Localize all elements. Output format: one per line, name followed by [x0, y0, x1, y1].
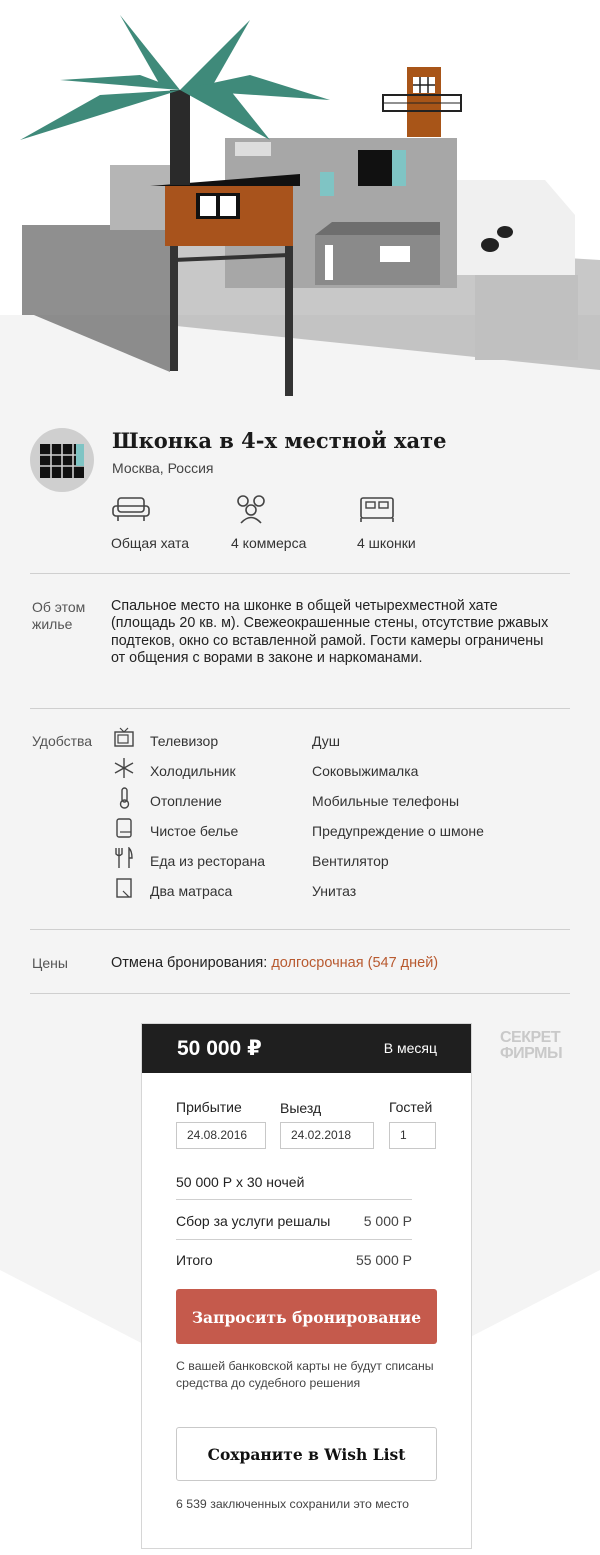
host-avatar[interactable] — [30, 428, 94, 492]
arrival-label: Прибытие — [176, 1099, 242, 1115]
about-label: Об этом жилье — [32, 599, 86, 632]
total-label: Итого — [176, 1252, 213, 1268]
snowflake-icon — [113, 757, 135, 779]
amenity-item: Мобильные телефоны — [312, 793, 460, 809]
guests-label: Гостей — [389, 1099, 433, 1115]
fee-value: 5 000 Р — [363, 1213, 412, 1229]
arrival-date-input[interactable]: 24.08.2016 — [176, 1122, 266, 1149]
fork-knife-icon — [113, 847, 135, 869]
feature-beds — [357, 494, 416, 551]
amenity-item: Душ — [312, 733, 341, 749]
amenities-label: Удобства — [32, 733, 93, 749]
cancellation-label: Отмена бронирования: — [111, 955, 272, 971]
departure-label: Выезд — [280, 1100, 322, 1116]
save-wishlist-button[interactable]: Сохраните в Wish List — [176, 1427, 437, 1481]
divider — [30, 708, 570, 709]
divider — [30, 993, 570, 994]
listing-location: Москва, Россия — [112, 460, 214, 476]
divider — [30, 573, 570, 574]
bed-icon — [357, 494, 397, 524]
guests-input[interactable]: 1 — [389, 1122, 436, 1149]
departure-date-input[interactable]: 24.02.2018 — [280, 1122, 374, 1149]
feature-list — [111, 494, 571, 554]
about-text: Спальное место на шконке в общей четырехместной хате (площадь 20 кв. м). Свежеокрашенные стены, отсутствие ржавых подтеков, окно со вставленной рамой. Гости камеры ограничены от общения с ворами в законе и наркоманами. — [111, 598, 549, 667]
amenity-item: Унитаз — [312, 883, 357, 899]
feature-label: Общая хата — [111, 535, 190, 551]
towel-icon — [113, 817, 135, 839]
booking-card — [141, 1023, 472, 1549]
divider — [176, 1239, 412, 1240]
amenity-item: Соковыжималка — [312, 763, 419, 779]
cancellation-policy — [111, 955, 438, 971]
amenity-item: Еда из ресторана — [150, 853, 266, 869]
sofa-icon — [111, 494, 151, 524]
cancellation-value[interactable]: долгосрочная (547 дней) — [271, 955, 439, 971]
request-booking-button[interactable]: Запросить бронирование — [176, 1289, 437, 1344]
amenity-item: Вентилятор — [312, 853, 389, 869]
cell-window-icon — [30, 428, 94, 492]
nights-breakdown: 50 000 Р х 30 ночей — [176, 1174, 305, 1190]
total-value: 55 000 Р — [355, 1252, 412, 1268]
logo-line: СЕКРЕТ — [500, 1029, 561, 1046]
logo-line: ФИРМЫ — [500, 1045, 563, 1062]
mattress-icon — [113, 877, 135, 899]
listing-title: Шконка в 4-х местной хате — [112, 428, 447, 453]
people-icon — [231, 494, 271, 524]
feature-guests — [231, 494, 306, 551]
amenity-item: Предупреждение о шмоне — [312, 823, 484, 839]
divider — [30, 929, 570, 930]
wishlist-note: 6 539 заключенных сохранили это место — [176, 1497, 410, 1511]
thermometer-icon — [113, 787, 135, 809]
card-note: С вашей банковской карты не будут списаны средства до судебного решения — [176, 1359, 434, 1390]
divider — [176, 1199, 412, 1200]
feature-label: 4 шконки — [357, 535, 416, 551]
amenity-item: Отопление — [150, 793, 222, 809]
amenity-item: Чистое белье — [150, 823, 239, 839]
feature-label: 4 коммерса — [231, 535, 307, 551]
hero-illustration — [0, 0, 600, 400]
nightly-price: 50 000 ₽ — [177, 1037, 262, 1060]
fee-label: Сбор за услуги решалы — [176, 1213, 331, 1229]
price-period: В месяц — [383, 1040, 437, 1056]
booking-card-header — [142, 1024, 471, 1073]
feature-room-type — [111, 494, 189, 551]
tv-icon — [113, 727, 135, 749]
brand-logo — [500, 1030, 562, 1062]
amenity-item: Телевизор — [150, 733, 219, 749]
amenity-item: Два матраса — [150, 883, 233, 899]
prices-label: Цены — [32, 955, 68, 971]
amenity-item: Холодильник — [150, 763, 236, 779]
